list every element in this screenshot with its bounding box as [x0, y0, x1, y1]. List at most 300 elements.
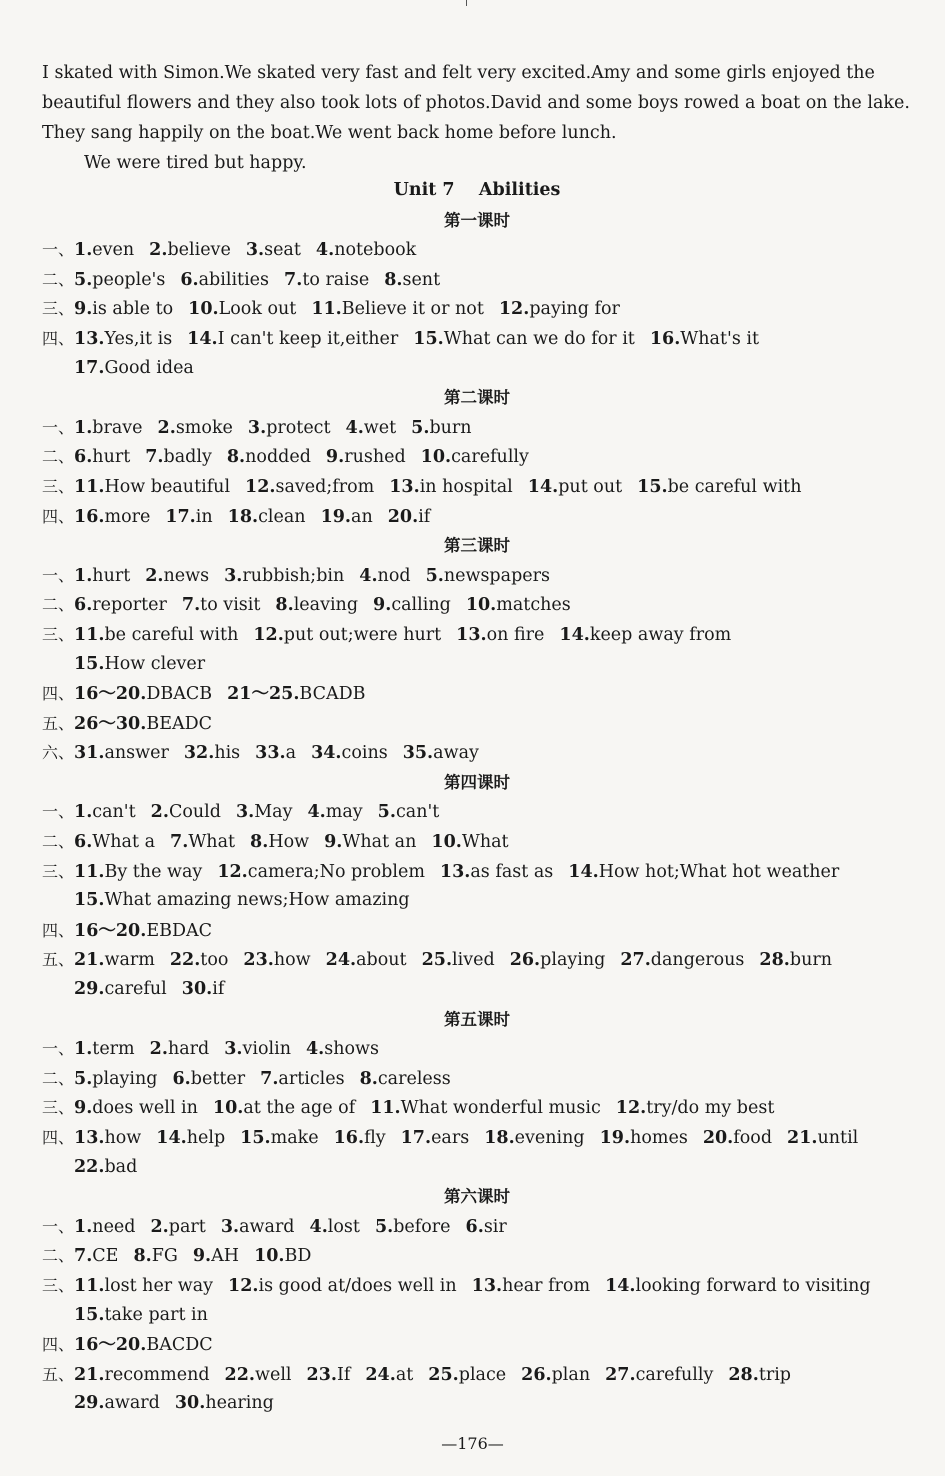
answer-item	[187, 329, 398, 349]
answer-item	[150, 1039, 210, 1059]
question-number: 21.	[74, 1364, 105, 1385]
answer-text: AH	[211, 1246, 240, 1267]
answer-item	[180, 270, 269, 290]
question-number: 11.	[74, 861, 105, 882]
answer-text: food	[733, 1128, 773, 1148]
answer-item	[74, 654, 205, 674]
answer-item	[74, 862, 202, 882]
answer-item	[306, 1039, 379, 1059]
answer-item	[326, 447, 406, 467]
question-number: 22.	[224, 1364, 255, 1385]
answer-item	[182, 595, 261, 615]
answer-text: may	[325, 802, 363, 823]
section-marker: 三、	[42, 624, 75, 644]
answer-text: an	[351, 506, 373, 527]
question-number: 3.	[245, 240, 265, 261]
answer-item	[401, 1128, 470, 1148]
question-number: 4.	[305, 1039, 325, 1060]
answer-text: looking forward to visiting	[635, 1275, 871, 1296]
question-number: 16～20.	[74, 920, 147, 941]
answer-text: plan	[551, 1364, 591, 1385]
answer-text: hurt	[92, 447, 131, 468]
answer-text: Believe it or not	[341, 299, 484, 320]
top-tick-mark	[466, 0, 467, 6]
question-number: 11.	[311, 299, 342, 320]
question-number: 9.	[325, 447, 345, 468]
question-number: 6.	[172, 1068, 191, 1089]
answer-text: FG	[151, 1246, 178, 1267]
answer-row	[42, 442, 912, 472]
question-number: 26～30.	[74, 713, 147, 734]
question-number: 19.	[320, 506, 352, 527]
answer-text: help	[186, 1128, 226, 1148]
answer-item	[311, 743, 388, 763]
answer-item	[175, 1393, 274, 1413]
answer-text: as fast as	[470, 861, 554, 882]
intro-line: I skated with Simon.We skated very fast and felt very excited.Amy and some girls enjoyed the	[42, 63, 875, 83]
section-marker: 二、	[42, 1068, 75, 1088]
answer-text: ears	[431, 1128, 470, 1148]
section-marker: 三、	[42, 1098, 75, 1118]
question-number: 2.	[150, 802, 169, 823]
answer-item	[74, 447, 130, 467]
answer-item	[378, 802, 440, 822]
answer-text: If	[336, 1364, 351, 1385]
answer-item	[307, 1365, 351, 1385]
question-number: 2.	[149, 240, 168, 261]
answer-text: try/do my best	[646, 1098, 775, 1119]
answer-item	[158, 418, 233, 438]
answer-text: camera;No problem	[247, 861, 425, 882]
section-marker: 五、	[42, 950, 75, 970]
answer-text: How hot;What hot weather	[598, 861, 840, 882]
question-number: 30.	[174, 1393, 206, 1414]
answer-text: need	[92, 1216, 136, 1237]
question-number: 1.	[74, 1039, 93, 1060]
answer-item	[243, 950, 310, 970]
answer-item	[422, 950, 495, 970]
section-marker: 一、	[42, 565, 75, 585]
answer-text: newspapers	[443, 565, 550, 586]
answer-text: BACDC	[146, 1335, 213, 1356]
question-number: 21～25.	[227, 684, 300, 705]
answer-item	[173, 1069, 246, 1089]
answer-text: can't	[395, 802, 440, 823]
answer-row	[42, 916, 912, 946]
lesson-title: 第四课时	[444, 772, 510, 792]
answer-text: May	[254, 802, 293, 823]
answer-text: How	[268, 832, 310, 853]
answer-row	[42, 354, 912, 384]
answer-item	[521, 1365, 590, 1385]
answer-text: make	[270, 1128, 319, 1148]
answer-item	[225, 1365, 292, 1385]
answer-text: By the way	[104, 861, 203, 882]
answer-item	[224, 566, 344, 586]
answer-item	[360, 1069, 451, 1089]
lessons-container	[42, 206, 912, 1419]
answer-text: award	[239, 1216, 295, 1237]
answer-row	[42, 1123, 912, 1153]
answer-item	[151, 802, 221, 822]
answer-text: saved;from	[275, 476, 375, 497]
question-number: 7.	[284, 269, 303, 290]
section-marker: 四、	[42, 684, 75, 704]
answer-item	[193, 1246, 239, 1266]
answer-item	[170, 832, 235, 852]
question-number: 14.	[527, 476, 559, 497]
answer-text: EBDAC	[146, 920, 213, 941]
question-number: 1.	[74, 565, 93, 586]
answer-text: What's it	[680, 328, 760, 349]
answer-row	[42, 1330, 912, 1360]
answer-text: reporter	[92, 595, 167, 616]
question-number: 9.	[74, 1098, 93, 1119]
section-marker: 五、	[42, 713, 75, 733]
question-number: 8.	[384, 269, 403, 290]
question-number: 6.	[74, 447, 93, 468]
answer-item	[74, 329, 172, 349]
answer-text: is able to	[92, 299, 174, 320]
answer-item	[227, 684, 365, 704]
answer-item	[74, 1217, 135, 1237]
answer-item	[74, 507, 150, 527]
answer-text: clean	[258, 506, 306, 527]
question-number: 26.	[509, 950, 541, 971]
question-number: 2.	[149, 1039, 168, 1060]
answer-row	[42, 1271, 912, 1301]
answer-item	[365, 1365, 413, 1385]
answer-text: lost	[327, 1216, 360, 1237]
answer-text: wet	[363, 417, 397, 438]
question-number: 9.	[74, 299, 93, 320]
answer-item	[499, 299, 620, 319]
question-number: 10.	[254, 1246, 285, 1267]
answer-text: Good idea	[104, 357, 194, 378]
question-number: 4.	[345, 417, 364, 438]
question-number: 5.	[74, 269, 93, 290]
answer-text: playing	[92, 1068, 158, 1089]
answer-item	[559, 625, 731, 645]
answer-text: be careful with	[104, 624, 239, 645]
answer-text: violin	[242, 1039, 291, 1060]
answer-text: abilities	[198, 269, 270, 290]
question-number: 32.	[183, 743, 215, 764]
answer-item	[74, 240, 134, 260]
answer-item	[260, 1069, 344, 1089]
question-number: 27.	[605, 1364, 636, 1385]
question-number: 14.	[559, 624, 590, 645]
answer-item	[403, 743, 479, 763]
question-number: 10.	[188, 299, 219, 320]
answer-item	[145, 447, 212, 467]
answer-item	[170, 950, 229, 970]
answer-item	[370, 1098, 601, 1118]
answer-item	[74, 890, 410, 910]
answer-item	[221, 1217, 295, 1237]
answer-text: carefully	[451, 447, 529, 468]
answer-row	[42, 738, 912, 768]
answer-item	[74, 684, 212, 704]
section-marker: 一、	[42, 417, 75, 437]
unit-title: Unit 7 Abilities	[393, 180, 561, 200]
question-number: 15.	[74, 1304, 105, 1325]
answer-text: about	[356, 950, 407, 971]
answer-row	[42, 265, 912, 295]
answer-row	[42, 945, 912, 975]
answer-item	[217, 862, 425, 882]
question-number: 7.	[181, 595, 201, 616]
answer-item	[74, 625, 238, 645]
answer-text: bad	[104, 1156, 138, 1177]
question-number: 22.	[74, 1156, 105, 1177]
answer-text: hear from	[502, 1275, 591, 1296]
answer-text: until	[817, 1128, 859, 1148]
answer-item	[248, 418, 331, 438]
intro-line: They sang happily on the boat.We went back home before lunch.	[42, 123, 617, 143]
question-number: 21.	[74, 950, 105, 971]
question-number: 7.	[74, 1246, 93, 1267]
answer-item	[384, 270, 440, 290]
question-number: 11.	[370, 1098, 401, 1119]
answer-text: sent	[402, 269, 441, 290]
answer-item	[388, 507, 431, 527]
section-marker: 一、	[42, 802, 75, 822]
answer-text: Could	[168, 802, 221, 823]
answer-row	[42, 1212, 912, 1242]
answer-item	[74, 1128, 141, 1148]
answer-text: rubbish;bin	[242, 565, 345, 586]
answer-text: on fire	[486, 624, 545, 645]
question-number: 16.	[649, 328, 681, 349]
answer-text: homes	[630, 1128, 688, 1148]
answer-item	[373, 595, 451, 615]
answer-item	[359, 566, 410, 586]
answer-item	[74, 802, 136, 822]
answer-row	[42, 1034, 912, 1064]
question-number: 23.	[306, 1364, 337, 1385]
answer-text: news	[163, 565, 210, 586]
answer-text: how	[104, 1128, 142, 1148]
answer-text: in	[195, 506, 213, 527]
answer-row	[42, 797, 912, 827]
question-number: 12.	[615, 1098, 647, 1119]
answer-text: to raise	[302, 269, 370, 290]
answer-row	[42, 679, 912, 709]
answer-item	[316, 240, 416, 260]
answer-item	[421, 447, 529, 467]
answer-item	[74, 743, 169, 763]
answer-text: Look out	[218, 299, 297, 320]
answer-item	[568, 862, 839, 882]
answer-text: CE	[92, 1246, 119, 1267]
question-number: 2.	[150, 1216, 169, 1237]
answer-item	[182, 979, 225, 999]
answer-item	[250, 832, 309, 852]
answer-text: What wonderful music	[400, 1098, 601, 1119]
section-marker: 二、	[42, 269, 75, 289]
answer-item	[150, 1217, 205, 1237]
answer-text: What an	[342, 832, 417, 853]
question-number: 35.	[402, 743, 434, 764]
question-number: 3.	[247, 417, 267, 438]
answer-item	[307, 802, 362, 822]
answer-item	[528, 477, 622, 497]
answer-text: even	[92, 240, 135, 261]
answer-item	[74, 1039, 135, 1059]
lesson-title: 第三课时	[444, 536, 510, 556]
question-number: 12.	[228, 1275, 259, 1296]
answer-text: sir	[483, 1216, 507, 1237]
question-number: 16～20.	[74, 684, 147, 705]
answer-item	[787, 1128, 858, 1148]
question-number: 6.	[465, 1216, 484, 1237]
answer-text: notebook	[334, 240, 417, 261]
answer-text: BEADC	[146, 713, 213, 734]
answer-text: recommend	[104, 1364, 210, 1385]
answer-row	[42, 620, 912, 650]
answer-item	[74, 1098, 198, 1118]
answer-text: is good at/does well in	[258, 1275, 457, 1296]
question-number: 6.	[74, 595, 93, 616]
answer-item	[605, 1365, 713, 1385]
answer-text: protect	[266, 417, 331, 438]
answer-text: DBACB	[146, 684, 213, 705]
answer-text: trip	[758, 1364, 792, 1385]
answer-item	[74, 358, 194, 378]
question-number: 5.	[374, 1216, 394, 1237]
answer-text: paying for	[529, 299, 620, 320]
answer-text: dangerous	[650, 950, 745, 971]
answer-item	[145, 566, 209, 586]
answer-text: rushed	[344, 447, 406, 468]
answer-text: seat	[264, 240, 301, 261]
answer-text: articles	[278, 1068, 345, 1089]
question-number: 10.	[431, 832, 462, 853]
question-number: 14.	[568, 861, 599, 882]
answer-text: can't	[92, 802, 136, 823]
answer-item	[466, 1217, 507, 1237]
question-number: 3.	[235, 802, 255, 823]
question-number: 13.	[439, 861, 471, 882]
answer-item	[74, 270, 165, 290]
question-number: 14.	[605, 1275, 636, 1296]
answer-item	[224, 1039, 291, 1059]
answer-item	[213, 1098, 355, 1118]
answer-row	[42, 650, 912, 680]
question-number: 20.	[387, 506, 419, 527]
answer-item	[245, 477, 374, 497]
answer-text: hard	[167, 1039, 210, 1060]
answer-item	[334, 1128, 386, 1148]
answer-text: if	[212, 979, 225, 1000]
question-number: 3.	[220, 1216, 240, 1237]
question-number: 34.	[311, 743, 342, 764]
question-number: 7.	[170, 832, 189, 853]
answer-item	[253, 625, 441, 645]
answer-row	[42, 857, 912, 887]
answer-item	[149, 240, 231, 260]
question-number: 6.	[180, 269, 199, 290]
answer-item	[74, 1069, 157, 1089]
answer-item	[255, 743, 296, 763]
answer-item	[605, 1276, 871, 1296]
section-marker: 一、	[42, 1039, 75, 1059]
answer-text: leaving	[293, 595, 359, 616]
answer-text: term	[92, 1039, 135, 1060]
answer-text: does well in	[92, 1098, 198, 1119]
answer-item	[74, 1157, 137, 1177]
answer-item	[428, 1365, 506, 1385]
answer-text: nod	[377, 565, 411, 586]
question-number: 14.	[187, 328, 218, 349]
answer-text: how	[273, 950, 311, 971]
answer-row	[42, 324, 912, 354]
answer-item	[411, 418, 471, 438]
question-number: 31.	[74, 743, 105, 764]
question-number: 5.	[411, 417, 430, 438]
answer-text: lived	[452, 950, 495, 971]
answer-text: at the age of	[243, 1098, 356, 1119]
answer-text: BD	[284, 1246, 312, 1267]
answer-item	[74, 595, 167, 615]
question-number: 11.	[74, 476, 105, 497]
answer-item	[375, 1217, 451, 1237]
answer-text: How beautiful	[104, 476, 231, 497]
answer-item	[703, 1128, 772, 1148]
answer-item	[74, 1305, 208, 1325]
answer-item	[346, 418, 397, 438]
answer-text: more	[104, 506, 151, 527]
answer-row	[42, 472, 912, 502]
question-number: 33.	[255, 743, 286, 764]
answer-item	[74, 477, 230, 497]
question-number: 15.	[74, 653, 105, 674]
question-number: 20.	[702, 1128, 734, 1148]
section-marker: 二、	[42, 595, 75, 615]
answer-item	[74, 714, 212, 734]
answer-text: What	[461, 832, 509, 853]
answer-text: if	[418, 506, 431, 527]
answer-item	[484, 1128, 584, 1148]
answer-item	[74, 1246, 118, 1266]
question-number: 5.	[425, 565, 444, 586]
question-number: 13.	[389, 476, 420, 497]
answer-item	[74, 1276, 213, 1296]
question-number: 21.	[787, 1128, 818, 1148]
lesson-title: 第六课时	[444, 1187, 510, 1207]
answer-item	[426, 566, 550, 586]
answer-text: careful	[104, 979, 167, 1000]
answer-text: better	[190, 1068, 246, 1089]
answer-text: his	[214, 743, 241, 764]
question-number: 25.	[421, 950, 453, 971]
intro-passage	[42, 58, 912, 178]
answer-row	[42, 590, 912, 620]
question-number: 15.	[74, 890, 105, 911]
question-number: 28.	[728, 1364, 759, 1385]
answer-row	[42, 413, 912, 443]
question-number: 4.	[359, 565, 378, 586]
question-number: 10.	[420, 447, 452, 468]
answer-text: calling	[391, 595, 451, 616]
lesson-title: 第一课时	[444, 210, 510, 230]
answer-text: carefully	[635, 1364, 714, 1385]
answer-text: part	[168, 1216, 206, 1237]
answer-row	[42, 886, 912, 916]
intro-line: beautiful flowers and they also took lots of photos.David and some boys rowed a boat on the lake.	[42, 93, 910, 113]
answer-text: award	[104, 1393, 160, 1414]
